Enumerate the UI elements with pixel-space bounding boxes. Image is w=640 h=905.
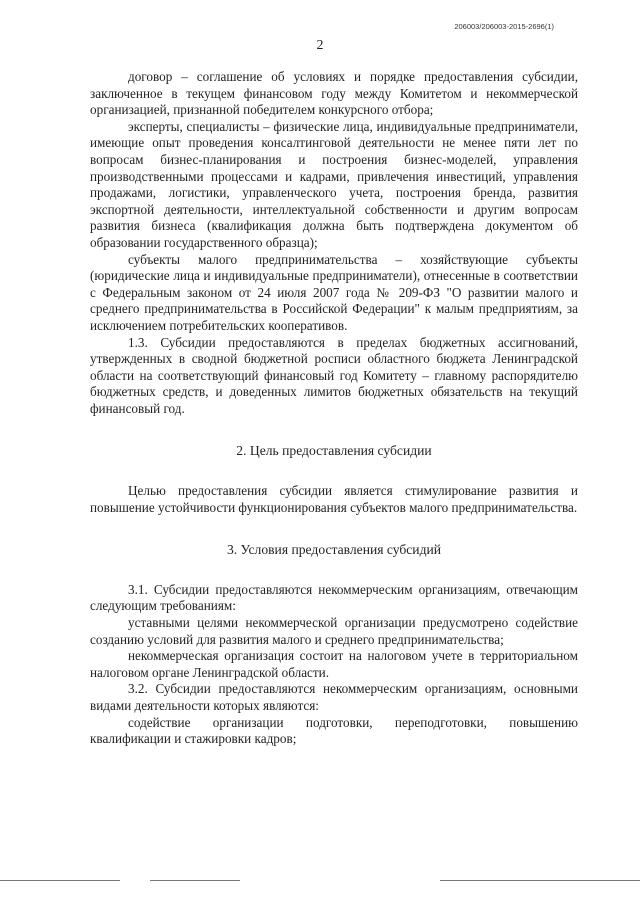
paragraph-3-1: 3.1. Субсидии предоставляются некоммерческим организациям, отвечающим следующим требованиям:	[90, 581, 578, 614]
document-body	[90, 69, 578, 748]
scan-edge-line	[0, 880, 120, 881]
page-number: 2	[316, 38, 324, 53]
paragraph-3-1-req-1: уставными целями некоммерческой организации предусмотрено содействие созданию условий для развития малого и среднего предпринимательства;	[90, 615, 578, 647]
paragraph-section-2: Целью предоставления субсидии является стимулирование развития и повышение устойчивости функционирования субъектов малого предпринимательства.	[90, 483, 578, 515]
paragraph-definition-contract: договор – соглашение об условиях и порядке предоставления субсидии, заключенное в текущем финансовом году между Комитетом и некоммерческой организацией, признанной победителем конкурсного отбора;	[90, 69, 578, 118]
paragraph-definition-small-business: субъекты малого предпринимательства – хозяйствующие субъекты (юридические лица и индивидуальные предприниматели), отнесенные в соответствии с Федеральным законом от 24 июля 2007 года № 209-ФЗ "О развитии малого и среднего предпринимательства в Российской Федерации" к малым предприятиям, за исключением потребительских кооперативов.	[90, 251, 578, 333]
paragraph-1-3: 1.3. Субсидии предоставляются в пределах бюджетных ассигнований, утвержденных в сводной бюджетной росписи областного бюджета Ленинградской области на соответствующий финансовый год Комитету – главному распорядителю бюджетных средств, и доведенных лимитов бюджетных обязательств на текущий финансовый год.	[90, 334, 578, 416]
section-2-heading: 2. Цель предоставления субсидии	[236, 443, 432, 459]
paragraph-3-2: 3.2. Субсидии предоставляются некоммерческим организациям, основными видами деятельности которых являются:	[90, 681, 578, 713]
scan-edge-line	[440, 880, 640, 881]
paragraph-definition-experts: эксперты, специалисты – физические лица, индивидуальные предприниматели, имеющие опыт проведения консалтинговой деятельности не менее пяти лет по вопросам бизнес-планирования и построения бизнес-моделей, управления производственными процессами и кадрами, привлечения инвестиций, управления продажами, логистики, управленческого учета, построения бренда, развития экспортной деятельности, интеллектуальной собственности и другим вопросам развития бизнеса (квалификация должна быть подтверждена документом об образовании государственного образца);	[90, 118, 578, 250]
section-3-heading: 3. Условия предоставления субсидий	[226, 542, 442, 558]
scan-edge-line	[150, 880, 240, 881]
paragraph-3-2-item-1: содействие организации подготовки, переподготовки, повышению квалификации и стажировки кадров;	[90, 714, 578, 747]
document-id: 206003/206003-2015-2696(1)	[454, 22, 554, 31]
paragraph-3-1-req-2: некоммерческая организация состоит на налоговом учете в территориальном налоговом органе Ленинградской области.	[90, 648, 578, 680]
